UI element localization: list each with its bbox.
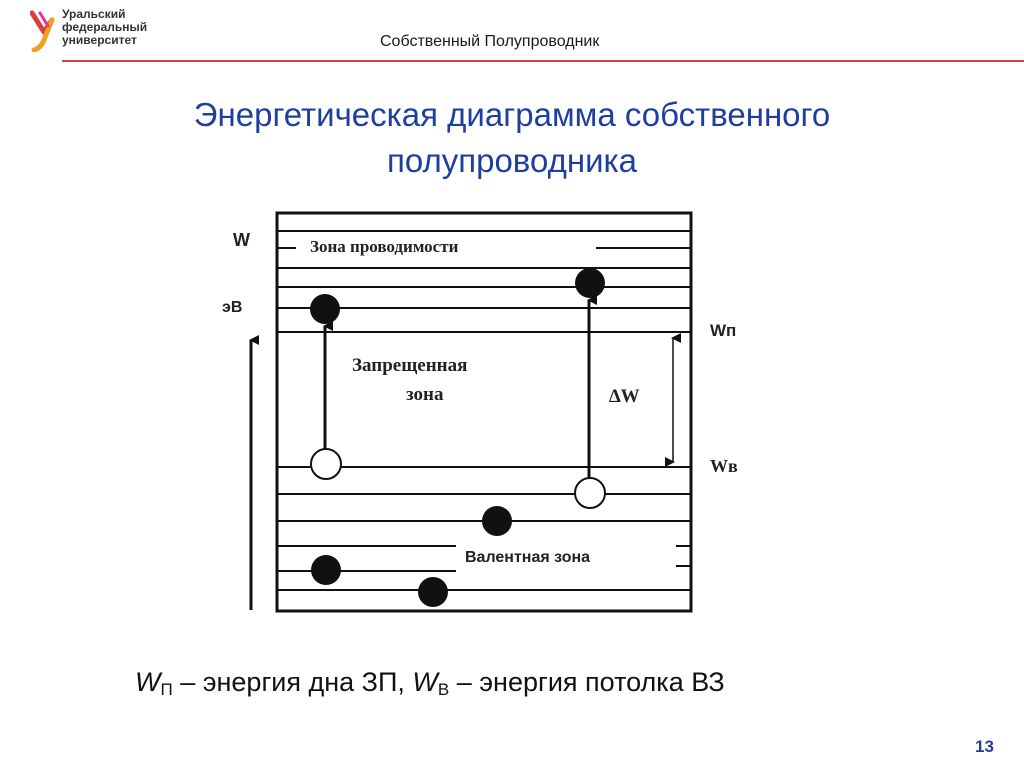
electron-conduction-right — [575, 268, 605, 298]
caption-sub1: П — [160, 680, 173, 699]
caption-w2: W — [412, 667, 438, 697]
conduction-band-label: Зона проводимости — [310, 237, 459, 256]
caption-text2: – энергия потолка ВЗ — [449, 667, 725, 697]
caption-sub2: В — [437, 680, 450, 699]
logo-line-3: университет — [62, 33, 137, 47]
electron-conduction-left — [310, 294, 340, 324]
valence-band-label: Валентная зона — [465, 549, 591, 566]
hole-left — [311, 449, 341, 479]
hole-right — [575, 478, 605, 508]
electron-valence-3 — [418, 577, 448, 607]
header-topic: Собственный Полупроводник — [380, 33, 600, 50]
caption — [135, 667, 725, 700]
slide-title-line-2: полупроводника — [386, 142, 638, 179]
electron-valence-1 — [482, 506, 512, 536]
logo-line-1: Уральский — [62, 7, 126, 21]
axis-label-w: W — [233, 230, 250, 250]
page-number: 13 — [975, 737, 994, 756]
valence-edge-label: Wв — [710, 456, 738, 476]
logo-line-2: федеральный — [62, 20, 148, 34]
gap-label: ∆W — [609, 386, 640, 407]
caption-text1: – энергия дна ЗП, — [172, 667, 413, 697]
caption-w1: W — [135, 667, 161, 697]
axis-label-unit: эВ — [222, 299, 243, 316]
slide-title-line-1: Энергетическая диаграмма собственного — [193, 96, 831, 133]
forbidden-band-label-line-2: зона — [406, 384, 444, 405]
forbidden-band-label-line-1: Запрещенная — [352, 355, 468, 376]
conduction-edge-label: Wп — [710, 321, 737, 340]
electron-valence-2 — [311, 555, 341, 585]
